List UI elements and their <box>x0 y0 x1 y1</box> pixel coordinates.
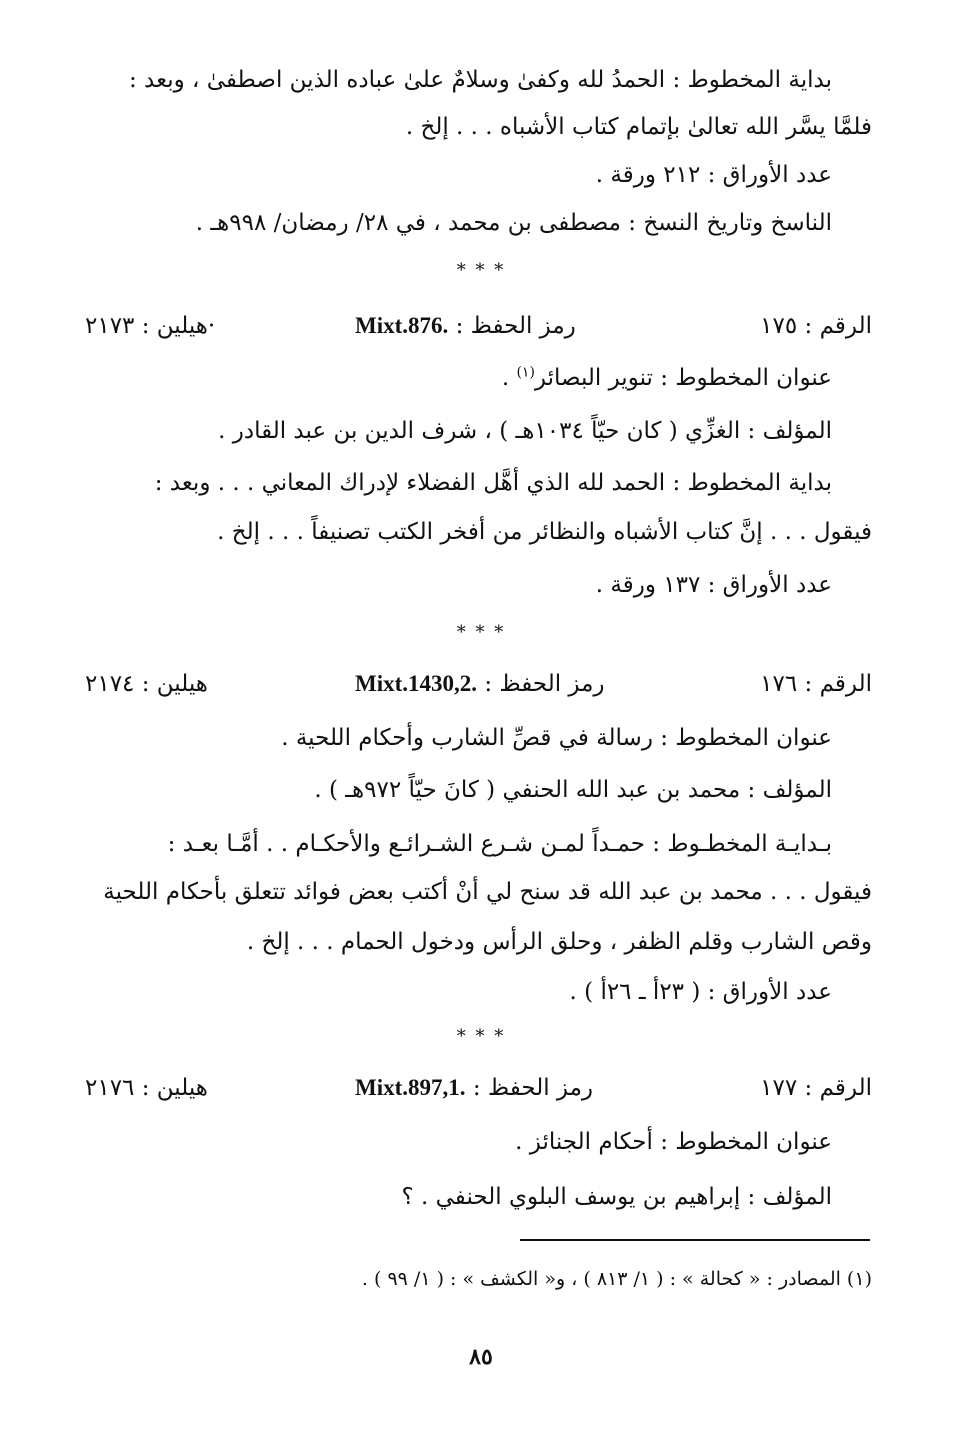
intro-leaves: عدد الأوراق : ٢١٢ ورقة . <box>595 162 832 188</box>
entry-title-end: . <box>501 365 517 391</box>
shelf-code-label: رمز الحفظ : <box>448 313 576 339</box>
entry-title-text: عنوان المخطوط : تنوير البصائر <box>534 365 832 391</box>
entry-start-line-1: بداية المخطوط : الحمد لله الذي أهَّل الفضلاء لإدراك المعاني . . . وبعد : <box>154 470 832 496</box>
entry-start-line-2: فيقول . . . إنَّ كتاب الأشباه والنظائر من أفخر الكتب تصنيفاً . . . إلخ . <box>217 519 872 545</box>
shelf-code <box>355 664 605 704</box>
shelf-code-label: رمز الحفظ : <box>477 671 605 697</box>
shelf-code-label: رمز الحفظ : <box>465 1075 594 1101</box>
intro-copyist: الناسخ وتاريخ النسخ : مصطفى بن محمد ، في ٢٨/ رمضان/ ٩٩٨هـ . <box>195 210 832 236</box>
entry-author: المؤلف : إبراهيم بن يوسف البلوي الحنفي . ؟ <box>401 1184 832 1210</box>
entry-title: عنوان المخطوط : أحكام الجنائز . <box>515 1129 832 1155</box>
intro-start-line-1: بداية المخطوط : الحمدُ لله وكفىٰ وسلامٌ علىٰ عباده الذين اصطفىٰ ، وبعد : <box>128 67 832 93</box>
entry-175-header <box>85 306 872 346</box>
shelf-code-value: Mixt.1430,2. <box>355 671 478 696</box>
entry-start-line-3: وقص الشارب وقلم الظفر ، وحلق الرأس ودخول الحمام . . . إلخ . <box>246 929 872 955</box>
helin-number: ·هيلين : ٢١٧٣ <box>85 313 216 339</box>
entry-176-header <box>85 664 872 704</box>
helin-number: هيلين : ٢١٧٤ <box>85 671 208 697</box>
footnote-ref: (١) <box>516 364 535 381</box>
entry-author: المؤلف : محمد بن عبد الله الحنفي ( كانَ حيّاً ٩٧٢هـ ) . <box>314 777 832 803</box>
entry-author: المؤلف : الغزِّي ( كان حيّاً ١٠٣٤هـ ) ، شرف الدين بن عبد القادر . <box>218 418 832 444</box>
footnote: (١) المصادر : « كحالة » : ( ١/ ٨١٣ ) ، و« الكشف » : ( ١/ ٩٩ ) . <box>361 1268 872 1290</box>
entry-start-line-1: بـدايـة المخطـوط : حمـداً لمـن شـرع الشـرائـع والأحكـام . . أمَّـا بعـد : <box>167 831 832 857</box>
entry-title <box>85 358 832 398</box>
entry-number: الرقم : ١٧٧ <box>760 1075 872 1101</box>
entry-177-header <box>85 1068 872 1108</box>
page-number: ٨٥ <box>469 1344 493 1370</box>
helin-number: هيلين : ٢١٧٦ <box>85 1075 208 1101</box>
entry-number: الرقم : ١٧٥ <box>760 313 872 339</box>
separator-2: * * * <box>456 622 506 643</box>
entry-leaves: عدد الأوراق : ١٣٧ ورقة . <box>595 572 832 598</box>
entry-leaves: عدد الأوراق : ( ٢٣أ ـ ٢٦أ ) . <box>569 979 832 1005</box>
entry-title: عنوان المخطوط : رسالة في قصِّ الشارب وأحكام اللحية . <box>281 725 832 751</box>
separator-3: * * * <box>456 1026 506 1047</box>
entry-number: الرقم : ١٧٦ <box>760 671 872 697</box>
shelf-code-value: Mixt.897,1. <box>355 1075 466 1100</box>
entry-start-line-2: فيقول . . . محمد بن عبد الله قد سنح لي أنْ أكتب بعض فوائد تتعلق بأحكام اللحية <box>103 879 872 905</box>
shelf-code <box>355 306 576 346</box>
shelf-code-value: Mixt.876. <box>355 313 449 338</box>
separator-1: * * * <box>456 260 506 281</box>
intro-start-line-2: فلمَّا يسَّر الله تعالىٰ بإتمام كتاب الأشباه . . . إلخ . <box>405 114 872 140</box>
shelf-code <box>355 1068 593 1108</box>
footnote-rule <box>520 1239 870 1241</box>
